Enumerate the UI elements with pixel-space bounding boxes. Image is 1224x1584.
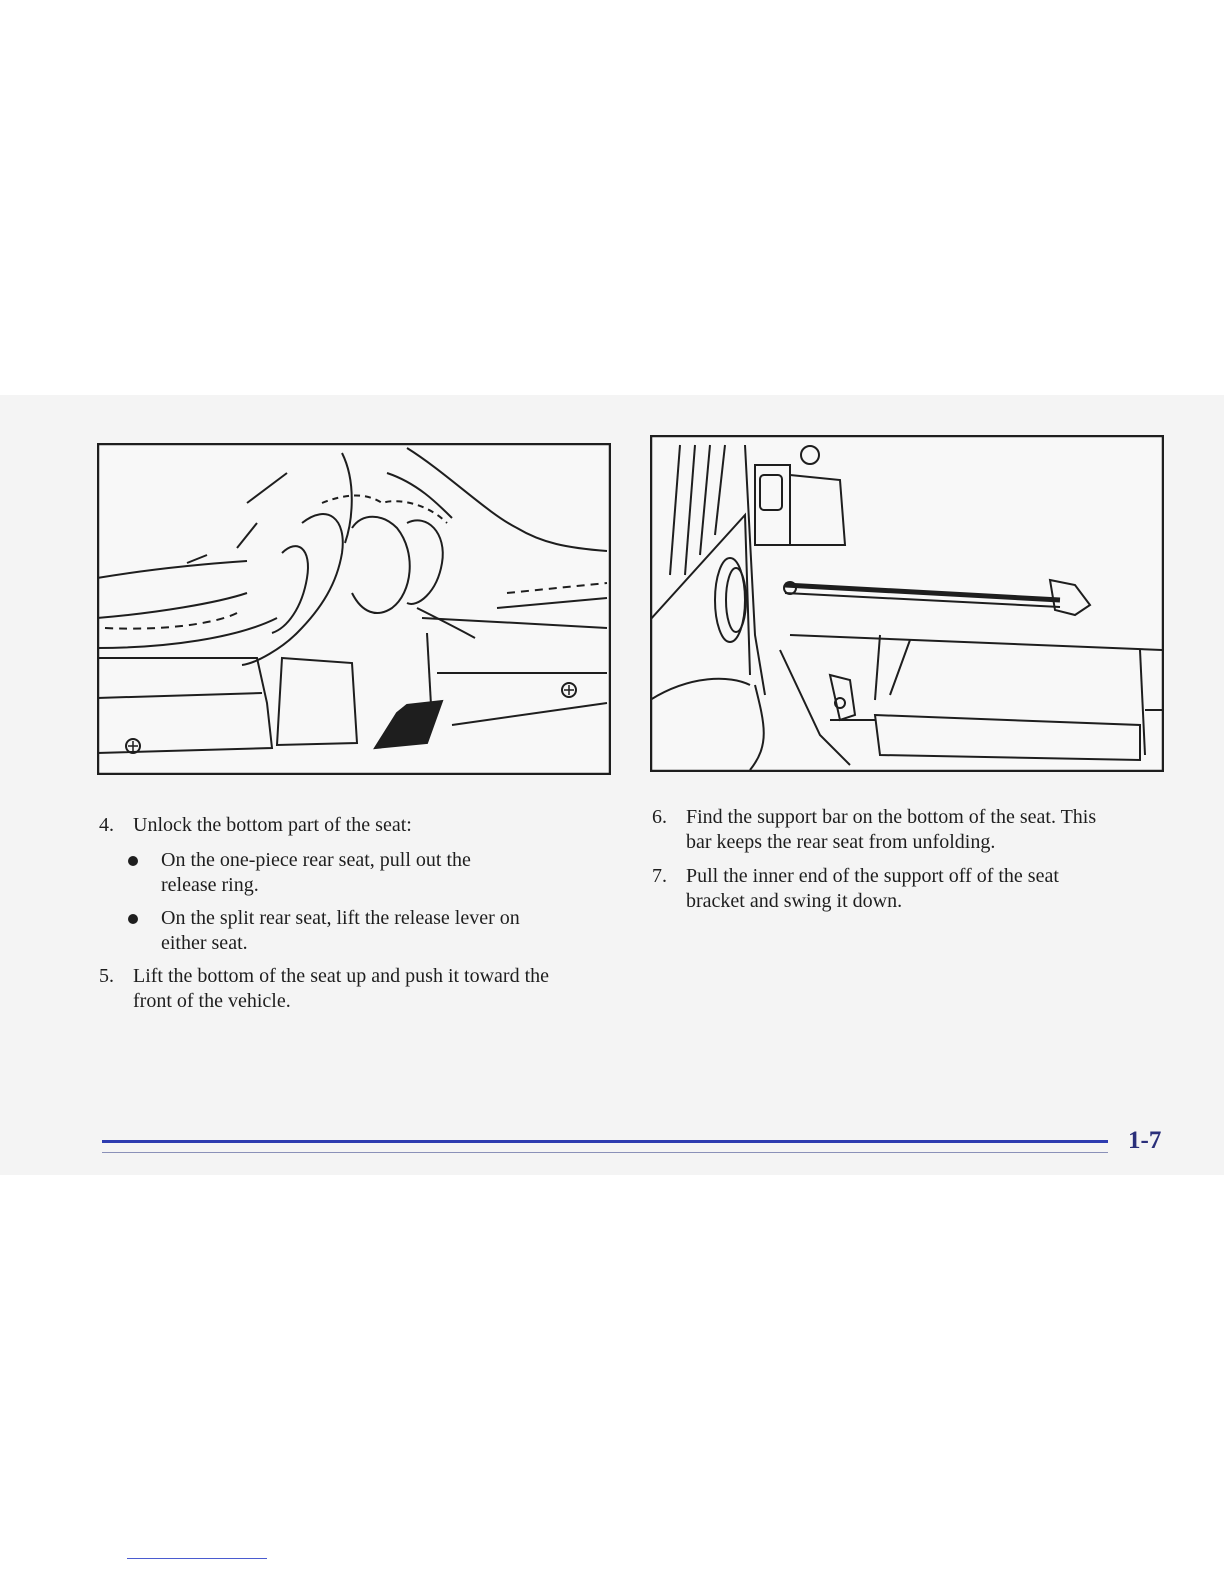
step-text: Lift the bottom of the seat up and push it toward the	[133, 965, 550, 987]
bullet-text: On the one-piece rear seat, pull out the	[161, 849, 471, 871]
step-text: front of the vehicle.	[133, 990, 291, 1012]
step-4	[99, 813, 619, 838]
bullet-text: On the split rear seat, lift the release lever on	[161, 907, 520, 929]
right-instructions	[652, 805, 1172, 923]
footer-rule	[102, 1140, 1108, 1143]
step-5	[99, 964, 619, 1014]
step-number: 6.	[652, 806, 667, 828]
bullet-one-piece	[99, 848, 619, 898]
bullet-icon	[128, 856, 138, 866]
step-text: bar keeps the rear seat from unfolding.	[686, 831, 996, 853]
step-number: 5.	[99, 965, 114, 987]
step-6	[652, 805, 1172, 855]
seat-release-illustration	[97, 443, 611, 775]
step-text: bracket and swing it down.	[686, 890, 903, 912]
step-text: Find the support bar on the bottom of the seat. This	[686, 806, 1097, 828]
bullet-text: either seat.	[161, 932, 248, 954]
bullet-split	[99, 906, 619, 956]
left-instructions	[99, 813, 619, 1023]
page-number: 1-7	[1128, 1127, 1162, 1154]
footnote-rule	[127, 1558, 267, 1559]
support-bar-illustration	[650, 435, 1164, 772]
step-text: Unlock the bottom part of the seat:	[133, 814, 412, 836]
bullet-text: release ring.	[161, 874, 259, 896]
step-number: 4.	[99, 814, 114, 836]
bullet-icon	[128, 914, 138, 924]
step-text: Pull the inner end of the support off of the seat	[686, 865, 1059, 887]
step-number: 7.	[652, 865, 667, 887]
footer-rule-thin	[102, 1152, 1108, 1153]
step-7	[652, 864, 1172, 914]
